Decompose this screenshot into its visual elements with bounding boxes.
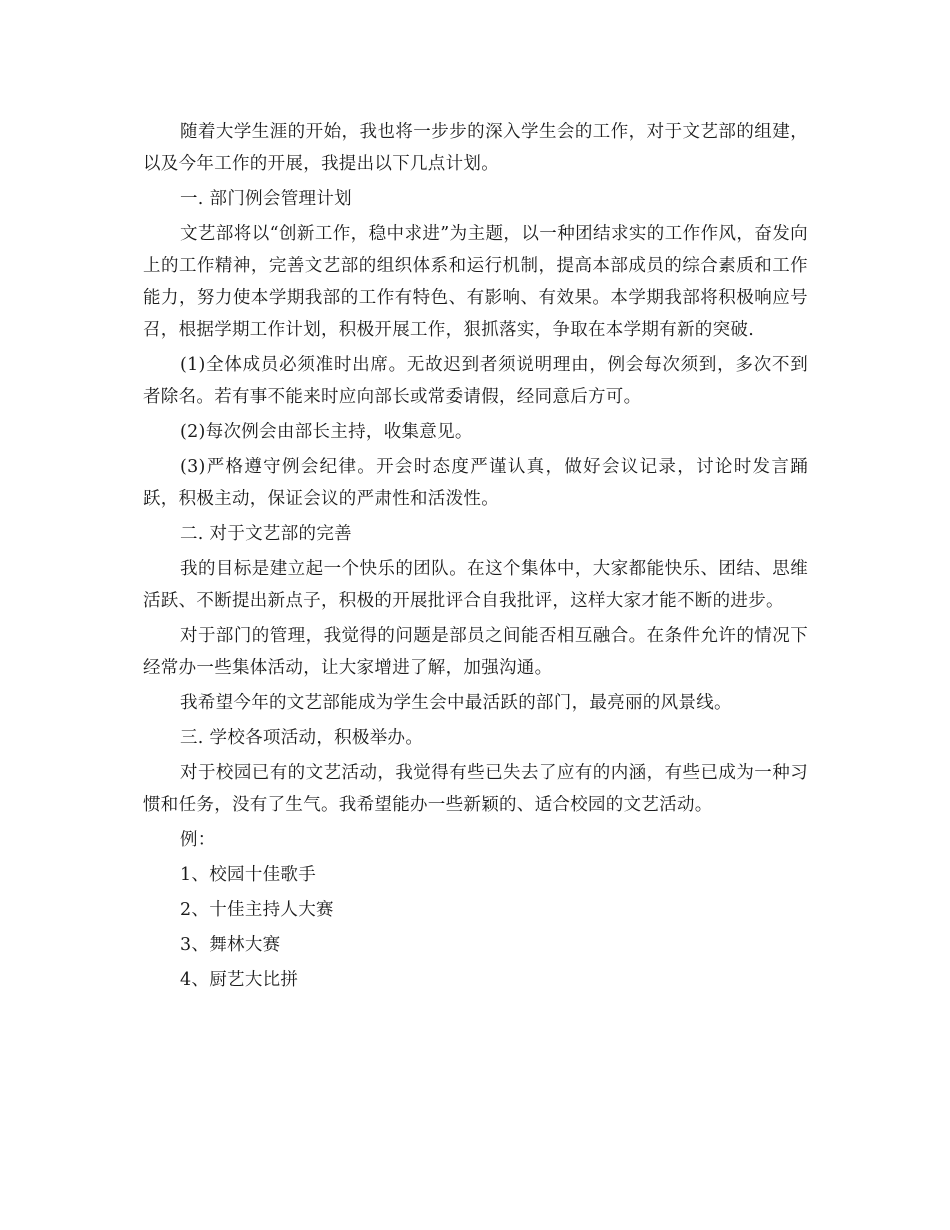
rule-item-3: (3)严格遵守例会纪律。开会时态度严谨认真，做好会议记录，讨论时发言踊跃，积极主动，保证会议的严肃性和活泼性。 [143,456,808,509]
rule-item-1: (1)全体成员必须准时出席。无故迟到者须说明理由，例会每次须到，多次不到者除名。若有事不能来时应向部长或常委请假，经同意后方可。 [143,354,808,407]
body-paragraph: 我的目标是建立起一个快乐的团队。在这个集体中，大家都能快乐、团结、思维活跃、不断提出新点子，积极的开展批评合自我批评，这样大家才能不断的进步。 [143,558,808,611]
document-body [143,114,808,997]
body-paragraph: 对于部门的管理，我觉得的问题是部员之间能否相互融合。在条件允许的情况下经常办一些集体活动，让大家增进了解，加强沟通。 [143,625,808,678]
example-list-item: 2、十佳主持人大赛 [180,899,334,920]
body-paragraph: 我希望今年的文艺部能成为学生会中最活跃的部门，最亮丽的风景线。 [180,692,732,713]
example-label: 例： [180,829,216,850]
example-list-item: 4、厨艺大比拼 [180,969,299,990]
rule-item-2: (2)每次例会由部长主持，收集意见。 [180,421,473,442]
section-heading-2: 二. 对于文艺部的完善 [180,523,352,544]
body-paragraph: 文艺部将以“创新工作，稳中求进”为主题，以一种团结求实的工作作风，奋发向上的工作精神，完善文艺部的组织体系和运行机制，提高本部成员的综合素质和工作能力，努力使本学期我部的工作有特色、有影响、有效果。本学期我部将积极响应号召，根据学期工作计划，积极开展工作，狠抓落实，争取在本学期有新的突破. [143,223,808,340]
example-list-item: 1、校园十佳歌手 [180,864,317,885]
example-list-item: 3、舞林大赛 [180,934,281,955]
section-heading-3: 三. 学校各项活动，积极举办。 [180,727,424,748]
section-heading-1: 一. 部门例会管理计划 [180,188,352,209]
body-paragraph: 对于校园已有的文艺活动，我觉得有些已失去了应有的内涵，有些已成为一种习惯和任务，没有了生气。我希望能办一些新颖的、适合校园的文艺活动。 [143,762,808,815]
intro-paragraph: 随着大学生涯的开始，我也将一步步的深入学生会的工作，对于文艺部的组建，以及今年工作的开展，我提出以下几点计划。 [143,121,808,174]
